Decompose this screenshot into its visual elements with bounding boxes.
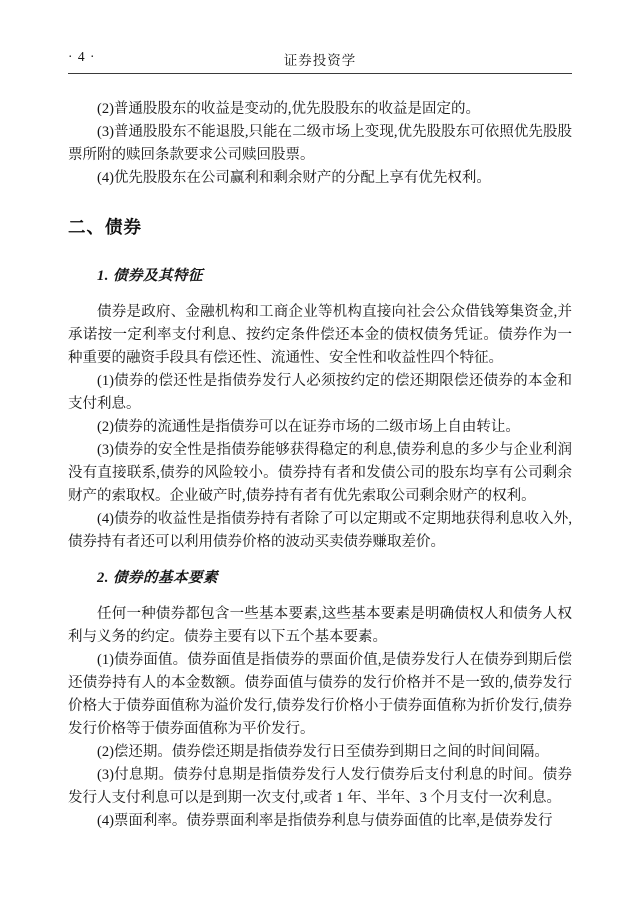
page-number: · 4 · [68, 49, 96, 64]
book-title: 证券投资学 [283, 53, 357, 68]
paragraph-stock-item-2: (2)普通股股东的收益是变动的,优先股股东的收益是固定的。 [97, 101, 481, 117]
paragraph-elements-intro: 任何一种债券都包含一些基本要素,这些基本要素是明确债权人和债务人权利与义务的约定。债券主要有以下五个基本要素。 [68, 606, 572, 645]
paragraph-bond-intro: 债券是政府、金融机构和工商企业等机构直接向社会公众借钱筹集资金,并承诺按一定利率支付利息、按约定条件偿还本金的债权债务凭证。债券作为一种重要的融资手段具有偿还性、流通性、安全性和收益性四个特征。 [68, 304, 572, 366]
paragraph-bond-feature-4: (4)债券的收益性是指债券持有者除了可以定期或不定期地获得利息收入外,债券持有者还可以利用债券价格的波动买卖债券赚取差价。 [68, 511, 572, 550]
subsection-heading-bond-features: 1. 债券及其特征 [97, 268, 203, 284]
page-body [68, 98, 572, 833]
subsection-heading-bond-elements: 2. 债券的基本要素 [97, 570, 218, 586]
paragraph-bond-element-1: (1)债券面值。债券面值是指债券的票面价值,是债券发行人在债券到期后偿还债券持有人的本金数额。债券面值与债券的发行价格并不是一致的,债券发行价格大于债券面值称为溢价发行,债券发行价格小于债券面值称为折价发行,债券发行价格等于债券面值称为平价发行。 [68, 652, 572, 737]
section-heading-bonds: 二、债券 [68, 217, 142, 237]
paragraph-bond-element-3: (3)付息期。债券付息期是指债券发行人发行债券后支付利息的时间。债券发行人支付利息可以是到期一次支付,或者 1 年、半年、3 个月支付一次利息。 [68, 767, 572, 806]
paragraph-bond-element-4: (4)票面利率。债券票面利率是指债券利息与债券面值的比率,是债券发行 [97, 813, 553, 829]
paragraph-bond-feature-1: (1)债券的偿还性是指债券发行人必须按约定的偿还期限偿还债券的本金和支付利息。 [68, 373, 572, 412]
paragraph-stock-item-4: (4)优先股股东在公司赢利和剩余财产的分配上享有优先权利。 [97, 170, 491, 186]
paragraph-bond-element-2: (2)偿还期。债券偿还期是指债券发行日至债券到期日之间的时间间隔。 [97, 744, 549, 760]
paragraph-stock-item-3: (3)普通股股东不能退股,只能在二级市场上变现,优先股股东可依照优先股股票所附的赎回条款要求公司赎回股票。 [68, 124, 572, 163]
page-header [68, 48, 572, 74]
paragraph-bond-feature-3: (3)债券的安全性是指债券能够获得稳定的利息,债券利息的多少与企业利润没有直接联系,债券的风险较小。债券持有者和发债公司的股东均享有公司剩余财产的索取权。企业破产时,债券持有者有优先索取公司剩余财产的权利。 [68, 442, 572, 504]
paragraph-bond-feature-2: (2)债券的流通性是指债券可以在证券市场的二级市场上自由转让。 [97, 419, 520, 435]
